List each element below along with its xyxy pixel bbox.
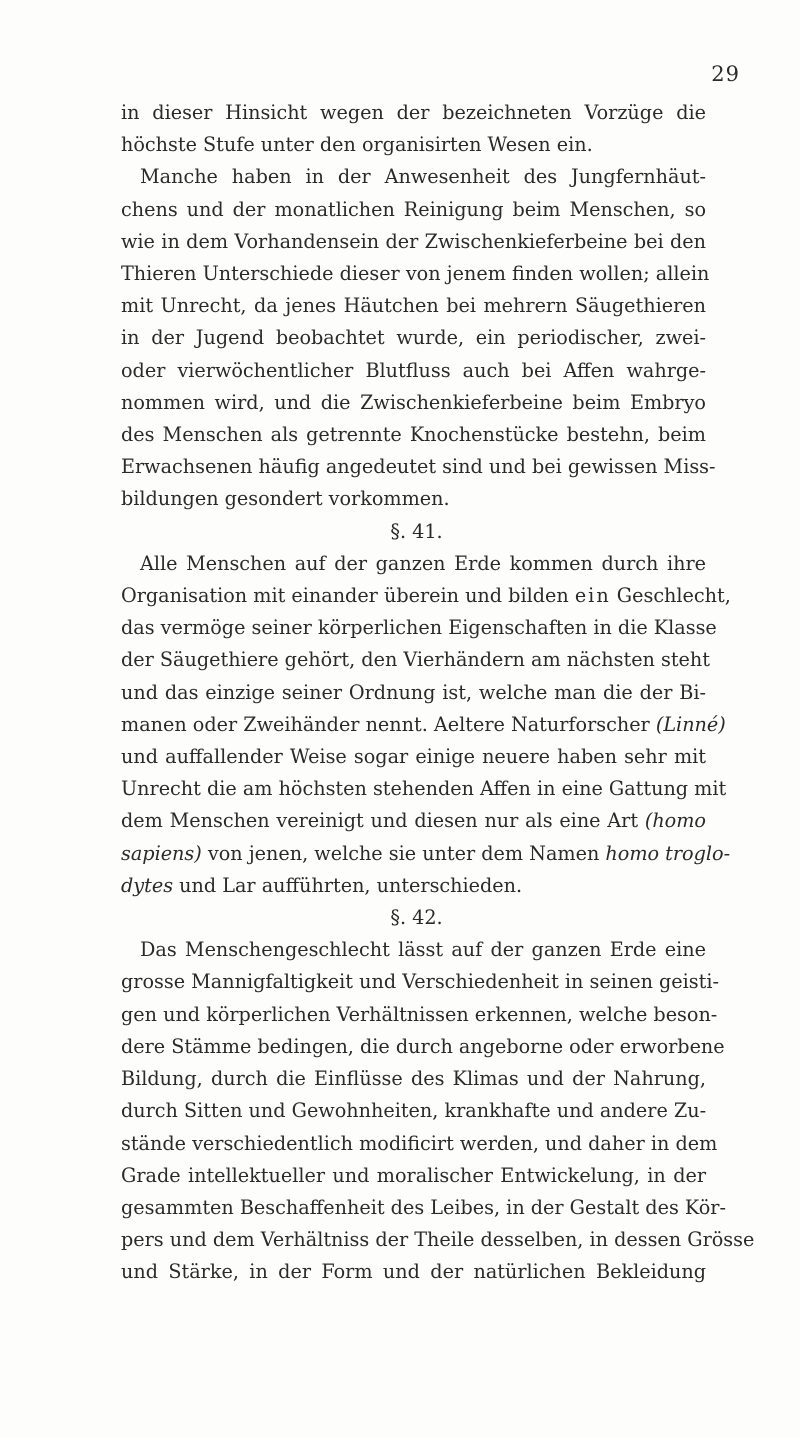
text-line xyxy=(121,194,706,226)
text-line xyxy=(121,1128,718,1160)
text-fragment: der Säugethiere gehört, den Vierhändern am nächsten steht xyxy=(121,648,710,672)
text-line xyxy=(121,419,706,451)
text-line xyxy=(121,161,706,193)
text-line xyxy=(121,226,706,258)
text-line xyxy=(121,548,706,580)
text-line xyxy=(121,97,706,129)
text-line xyxy=(121,1192,726,1224)
text-line xyxy=(121,322,706,354)
text-fragment: in dieser Hinsicht wegen der bezeichneten Vorzüge die xyxy=(121,101,706,124)
text-line xyxy=(121,612,717,644)
text-line xyxy=(121,838,731,870)
text-line xyxy=(121,870,706,902)
text-line xyxy=(121,677,706,709)
text-line xyxy=(121,129,706,161)
text-fragment: bildungen gesondert vorkommen. xyxy=(121,487,450,511)
text-fragment: grosse Mannigfaltigkeit und Verschiedenheit in seinen geisti- xyxy=(121,970,719,994)
text-fragment: Thieren Unterschiede dieser von jenem finden wollen; allein xyxy=(121,262,710,286)
text-fragment: manen oder Zweihänder nennt. Aeltere Naturforscher xyxy=(121,712,656,736)
text-fragment: oder vierwöchentlicher Blutfluss auch bei Affen wahrge- xyxy=(121,358,706,382)
text-line xyxy=(121,258,710,290)
text-fragment: Manche haben in der Anwesenheit des Jungfernhäut- xyxy=(140,165,706,189)
text-fragment: Unrecht die am höchsten stehenden Affen in eine Gattung mit xyxy=(121,777,727,801)
text-line xyxy=(121,1095,706,1127)
text-line xyxy=(121,290,706,322)
text-line xyxy=(121,709,726,741)
text-fragment: dem Menschen vereinigt und diesen nur als eine Art xyxy=(121,809,645,833)
text-line xyxy=(121,451,716,483)
text-line xyxy=(121,741,706,773)
text-fragment: wie in dem Vorhandensein der Zwischenkieferbeine bei den xyxy=(121,229,706,253)
text-line xyxy=(121,483,706,515)
text-line xyxy=(121,580,731,612)
text-line xyxy=(121,999,718,1031)
text-fragment: und das einzige seiner Ordnung ist, welche man die der Bi- xyxy=(121,680,706,704)
text-fragment: Das Menschengeschlecht lässt auf der ganzen Erde eine xyxy=(140,938,706,962)
text-fragment: mit Unrecht, da jenes Häutchen bei mehrern Säugethieren xyxy=(121,294,706,318)
text-line xyxy=(121,1031,725,1063)
text-fragment: §. 42. xyxy=(390,906,443,930)
text-fragment: dere Stämme bedingen, die durch angeborne oder erworbene xyxy=(121,1034,725,1058)
italic-term: dytes xyxy=(121,873,174,897)
text-fragment: gen und körperlichen Verhältnissen erkennen, welche beson- xyxy=(121,1002,718,1026)
text-line xyxy=(121,1224,755,1256)
text-fragment: nommen wird, und die Zwischenkieferbeine beim Embryo xyxy=(121,390,706,414)
text-fragment: in der Jugend beobachtet wurde, ein periodischer, zwei- xyxy=(121,326,706,350)
text-line xyxy=(121,773,727,805)
text-fragment: pers und dem Verhältniss der Theile desselben, in dessen Grösse xyxy=(121,1228,755,1252)
text-fragment: ein xyxy=(574,584,611,608)
text-fragment: und Lar aufführten, unterschieden. xyxy=(173,873,523,897)
text-fragment: gesammten Beschaffenheit des Leibes, in der Gestalt des Kör- xyxy=(121,1195,726,1219)
text-line xyxy=(121,355,706,387)
section-heading xyxy=(121,902,706,934)
italic-term: (homo xyxy=(644,809,706,833)
text-line xyxy=(121,1256,706,1288)
section-heading xyxy=(121,516,706,548)
text-fragment: Geschlecht, xyxy=(610,584,731,608)
text-fragment: Organisation mit einander überein und bilden xyxy=(121,584,575,608)
text-line xyxy=(121,805,706,837)
text-line xyxy=(121,387,706,419)
italic-term: (Linné) xyxy=(655,712,726,736)
text-fragment: §. 41. xyxy=(390,519,443,543)
text-fragment: durch Sitten und Gewohnheiten, krankhafte und andere Zu- xyxy=(121,1099,707,1123)
text-fragment: Alle Menschen auf der ganzen Erde kommen durch ihre xyxy=(140,551,706,575)
text-fragment: höchste Stufe unter den organisirten Wesen ein. xyxy=(121,133,593,157)
text-fragment: Bildung, durch die Einflüsse des Klimas und der Nahrung, xyxy=(121,1067,706,1091)
text-fragment: das vermöge seiner körperlichen Eigenschaften in die Klasse xyxy=(121,616,717,640)
text-fragment: des Menschen als getrennte Knochenstücke bestehn, beim xyxy=(121,423,706,447)
text-line xyxy=(121,966,719,998)
text-line xyxy=(121,644,710,676)
text-fragment: und Stärke, in der Form und der natürlichen Bekleidung xyxy=(121,1260,706,1284)
text-fragment: Erwachsenen häufig angedeutet sind und bei gewissen Miss- xyxy=(121,455,716,479)
text-fragment: und auffallender Weise sogar einige neuere haben sehr mit xyxy=(121,745,706,769)
text-line xyxy=(121,934,706,966)
text-line xyxy=(121,1160,706,1192)
text-fragment: von jenen, welche sie unter dem Namen xyxy=(201,841,606,865)
text-fragment: Grade intellektueller und moralischer Entwickelung, in der xyxy=(121,1163,706,1187)
body-text xyxy=(121,97,755,1289)
text-fragment: chens und der monatlichen Reinigung beim Menschen, so xyxy=(121,197,706,221)
page-number: 29 xyxy=(711,62,740,86)
italic-term: homo troglo- xyxy=(605,841,731,865)
text-fragment: stände verschiedentlich modificirt werden, und daher in dem xyxy=(121,1131,718,1155)
text-line xyxy=(121,1063,706,1095)
italic-term: sapiens) xyxy=(121,841,202,865)
